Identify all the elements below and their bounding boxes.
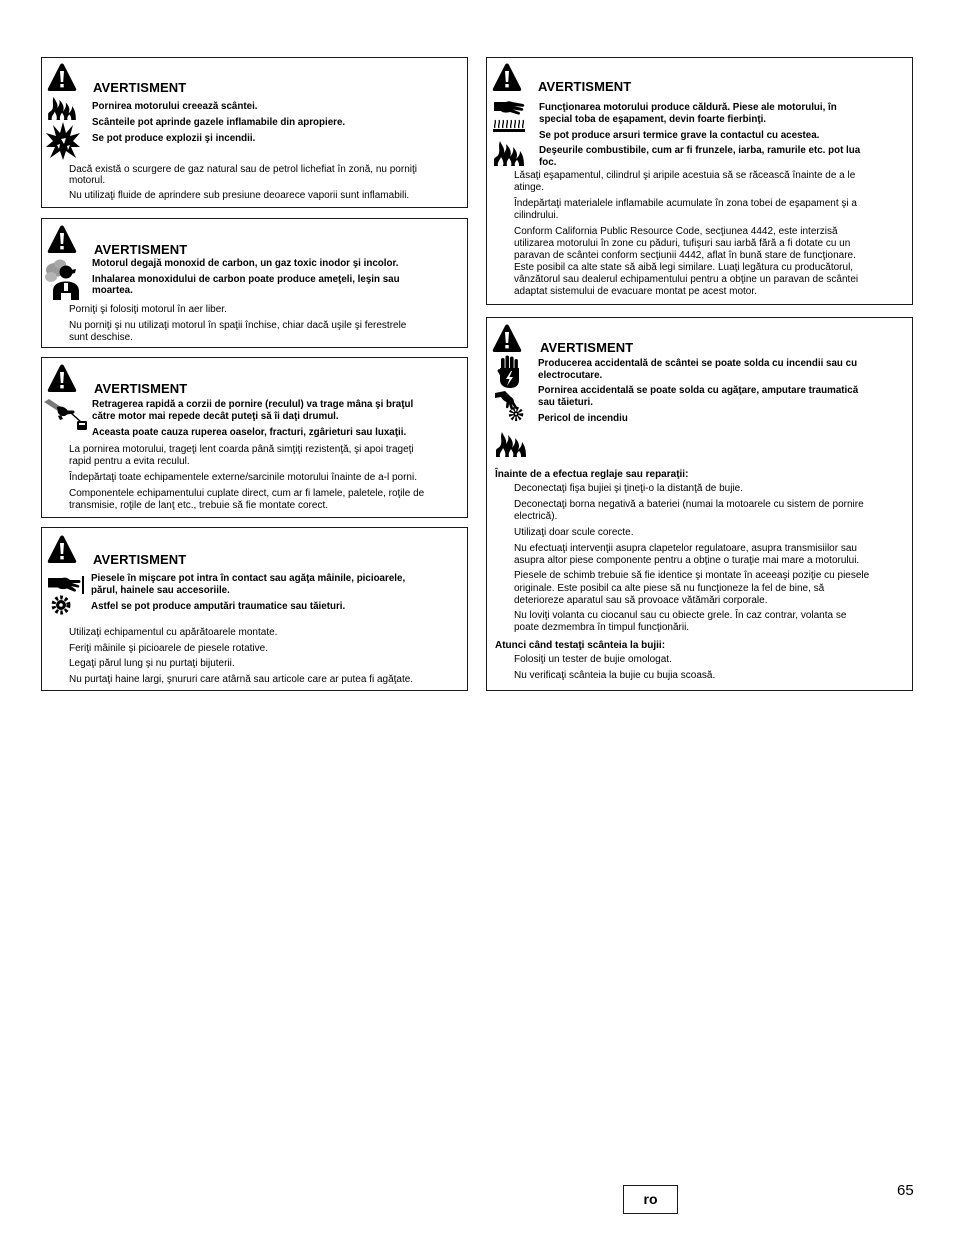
fire-icon bbox=[46, 96, 78, 120]
instruction-text: paravan de scântei conform secţiunii 4442, aflat în bună stare de funcţionare. bbox=[514, 250, 856, 261]
instruction-text: Îndepărtaţi materialele inflamabile acumulate în zona tobei de eşapament şi a bbox=[514, 198, 857, 209]
hazard-statement: Retragerea rapidă a corzii de pornire (reculul) va trage mâna şi braţul bbox=[92, 399, 414, 410]
instruction-text: vânzătorul sau dealerul echipamentului pentru a obţine un paravan de scântei bbox=[514, 274, 859, 285]
warning-title: AVERTISMENT bbox=[94, 381, 188, 396]
warning-box-fire-explosion bbox=[41, 57, 468, 208]
hazard-statement: special toba de eşapament, devin foarte fierbinţi. bbox=[539, 114, 767, 125]
instruction-text: atinge. bbox=[514, 182, 545, 193]
hazard-statement: Astfel se pot produce amputări traumatice sau tăieturi. bbox=[91, 601, 346, 612]
instruction-text: Nu utilizaţi fluide de aprindere sub presiune deoarece vaporii sunt inflamabili. bbox=[69, 190, 410, 201]
warning-title: AVERTISMENT bbox=[538, 79, 632, 94]
instruction-text: motorul. bbox=[69, 175, 106, 186]
hazard-statement: sau tăieturi. bbox=[538, 397, 593, 408]
hazard-statement: Se pot produce explozii şi incendii. bbox=[92, 133, 256, 144]
hazard-statement: Inhalarea monoxidului de carbon poate produce ameţeli, leşin sau bbox=[92, 274, 400, 285]
warning-triangle-icon bbox=[47, 363, 77, 393]
recoil-hazard-icon bbox=[44, 399, 88, 431]
entanglement-hazard-icon bbox=[46, 574, 86, 616]
instruction-text: electrică). bbox=[514, 511, 558, 522]
language-tab: ro bbox=[623, 1185, 678, 1214]
instruction-text: La pornirea motorului, trageţi lent coarda până simţiţi rezistenţă, şi apoi trageţi bbox=[69, 444, 414, 455]
electric-shock-icon bbox=[497, 355, 521, 389]
warning-box-carbon-monoxide bbox=[41, 218, 468, 348]
hazard-statement: electrocutare. bbox=[538, 370, 603, 381]
warning-box-moving-parts bbox=[41, 527, 468, 691]
hazard-statement: Pornirea accidentală se poate solda cu agăţare, amputare traumatică bbox=[538, 385, 859, 396]
fire-icon bbox=[493, 139, 525, 167]
section-heading: Înainte de a efectua reglaje sau reparaţii: bbox=[495, 469, 689, 480]
page-number: 65 bbox=[897, 1182, 914, 1199]
instruction-text: Deconectaţi fişa bujiei şi ţineţi-o la distanţă de bujie. bbox=[514, 483, 744, 494]
hot-surface-icon bbox=[492, 100, 526, 134]
instruction-text: Porniţi şi folosiţi motorul în aer liber. bbox=[69, 304, 227, 315]
instruction-text: Deconectaţi borna negativă a bateriei (numai la motoarele cu sistem de pornire bbox=[514, 499, 864, 510]
hazard-statement: părul, hainele sau accesoriile. bbox=[91, 585, 230, 596]
hazard-statement: moartea. bbox=[92, 285, 133, 296]
instruction-text: Utilizaţi echipamentul cu apărătoarele montate. bbox=[69, 627, 278, 638]
hazard-statement: Piesele în mişcare pot intra în contact sau agăţa mâinile, picioarele, bbox=[91, 573, 406, 584]
instruction-text: sunt deschise. bbox=[69, 332, 133, 343]
instruction-text: Nu loviţi volanta cu ciocanul sau cu obiecte grele. În caz contrar, volanta se bbox=[514, 610, 847, 621]
instruction-text: deterioreze aparatul sau să provoace vătămări corporale. bbox=[514, 595, 768, 606]
instruction-text: Lăsaţi eşapamentul, cilindrul şi aripile acestuia să se răcească înainte de a le bbox=[514, 170, 856, 181]
instruction-text: Dacă există o scurgere de gaz natural sau de petrol lichefiat în zonă, nu porniţi bbox=[69, 164, 417, 175]
warning-title: AVERTISMENT bbox=[93, 552, 187, 567]
toxic-gas-icon bbox=[45, 258, 89, 300]
instruction-text: utilizarea motorului în zone cu păduri, tufişuri sau iarbă fără a fi dotate cu un bbox=[514, 238, 851, 249]
instruction-text: Feriţi mâinile şi picioarele de piesele rotative. bbox=[69, 643, 268, 654]
instruction-text: Nu efectuaţi intervenţii asupra clapetelor regulatoare, asupra transmisiilor sau bbox=[514, 543, 857, 554]
instruction-text: Nu porniţi şi nu utilizaţi motorul în spaţii închise, chiar dacă uşile şi ferestrele bbox=[69, 320, 407, 331]
hazard-statement: către motor mai repede decât puteţi să îi daţi drumul. bbox=[92, 411, 339, 422]
hazard-statement: Motorul degajă monoxid de carbon, un gaz toxic inodor şi incolor. bbox=[92, 258, 399, 269]
instruction-text: Îndepărtaţi toate echipamentele externe/sarcinile motorului înainte de a-l porni. bbox=[69, 472, 417, 483]
instruction-text: Conform California Public Resource Code, secţiunea 4442, este interzisă bbox=[514, 226, 838, 237]
hazard-statement: Se pot produce arsuri termice grave la contactul cu acestea. bbox=[539, 130, 820, 141]
fire-icon bbox=[495, 429, 527, 459]
warning-title: AVERTISMENT bbox=[540, 340, 634, 355]
warning-triangle-icon bbox=[492, 323, 522, 353]
hazard-statement: Producerea accidentală de scântei se poate solda cu incendii sau cu bbox=[538, 358, 858, 369]
hazard-statement: Funcţionarea motorului produce căldură. Piese ale motorului, în bbox=[539, 102, 837, 113]
amputation-hazard-icon bbox=[495, 391, 525, 421]
instruction-text: Utilizaţi doar scule corecte. bbox=[514, 527, 634, 538]
warning-box-maintenance bbox=[486, 317, 913, 691]
warning-triangle-icon bbox=[47, 534, 77, 564]
instruction-text: Nu purtaţi haine largi, şnururi care atârnă sau articole care ar putea fi agăţate. bbox=[69, 674, 414, 685]
warning-triangle-icon bbox=[47, 62, 77, 92]
instruction-text: transmisie, roţile de lanţ etc., trebuie să fie montate corect. bbox=[69, 500, 329, 511]
warning-title: AVERTISMENT bbox=[93, 80, 187, 95]
instruction-text: asupra altor piese componente pentru a obţine o turaţie mai mare a motorului. bbox=[514, 555, 860, 566]
instruction-text: Folosiţi un tester de bujie omologat. bbox=[514, 654, 672, 665]
hazard-statement: Scânteile pot aprinde gazele inflamabile din apropiere. bbox=[92, 117, 346, 128]
hazard-statement: Deşeurile combustibile, cum ar fi frunzele, iarba, ramurile etc. pot lua bbox=[539, 145, 861, 156]
hazard-statement: Pornirea motorului creează scântei. bbox=[92, 101, 258, 112]
instruction-text: rapid pentru a evita reculul. bbox=[69, 456, 190, 467]
instruction-text: Componentele echipamentului cuplate direct, cum ar fi lamele, paletele, roţile de bbox=[69, 488, 425, 499]
hazard-statement: foc. bbox=[539, 157, 557, 168]
hazard-statement: Pericol de incendiu bbox=[538, 413, 628, 424]
warning-title: AVERTISMENT bbox=[94, 242, 188, 257]
explosion-icon bbox=[46, 122, 80, 160]
instruction-text: cilindrului. bbox=[514, 210, 559, 221]
instruction-text: adaptat sistemului de evacuare montat pe acest motor. bbox=[514, 286, 757, 297]
instruction-text: originale. Este posibil ca alte piese să nu funcţioneze la fel de bine, să bbox=[514, 583, 825, 594]
instruction-text: poate dezmembra în timpul funcţionării. bbox=[514, 622, 690, 633]
instruction-text: Este posibil ca alte state să aibă legi similare. Luaţi legătura cu producătorul, bbox=[514, 262, 854, 273]
warning-triangle-icon bbox=[492, 62, 522, 92]
section-heading: Atunci când testaţi scânteia la bujii: bbox=[495, 640, 666, 651]
warning-triangle-icon bbox=[47, 224, 77, 254]
instruction-text: Nu verificaţi scânteia la bujie cu bujia scoasă. bbox=[514, 670, 716, 681]
hazard-statement: Aceasta poate cauza ruperea oaselor, fracturi, zgârieturi sau luxaţii. bbox=[92, 427, 407, 438]
instruction-text: Piesele de schimb trebuie să fie identice şi montate în aceeaşi poziţie cu piesele bbox=[514, 570, 870, 581]
warning-box-recoil bbox=[41, 357, 468, 518]
instruction-text: Legaţi părul lung şi nu purtaţi bijuterii. bbox=[69, 658, 235, 669]
warning-box-hot-surfaces bbox=[486, 57, 913, 305]
